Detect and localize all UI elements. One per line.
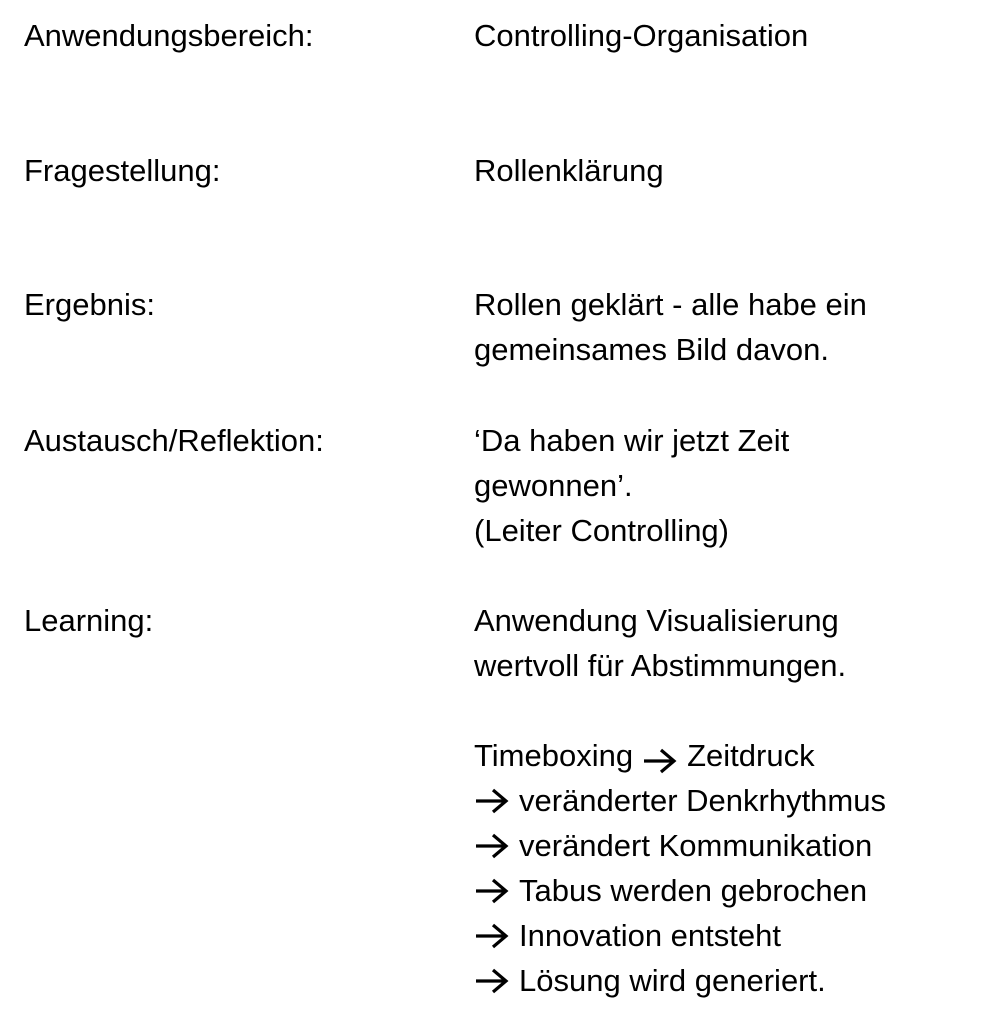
learning-spacer — [474, 688, 886, 733]
label-anwendungsbereich: Anwendungsbereich: — [24, 18, 314, 53]
learning-line: wertvoll für Abstimmungen. — [474, 648, 847, 683]
chain-item-text: Lösung wird generiert. — [519, 963, 826, 998]
value-fragestellung: Rollenklärung — [474, 153, 664, 188]
timeboxing-start: Timeboxing — [474, 738, 634, 773]
arrow-right-icon — [474, 967, 510, 995]
ergebnis-line: gemeinsames Bild davon. — [474, 332, 829, 367]
chain-item-text: Tabus werden gebrochen — [519, 873, 868, 908]
ergebnis-line: Rollen geklärt - alle habe ein — [474, 287, 867, 322]
timeboxing-end: Zeitdruck — [687, 738, 815, 773]
arrow-right-icon — [474, 877, 510, 905]
chain-item — [474, 958, 886, 1003]
arrow-right-icon — [474, 922, 510, 950]
austausch-line: (Leiter Controlling) — [474, 513, 729, 548]
austausch-line: ‘Da haben wir jetzt Zeit — [474, 423, 790, 458]
chain-item — [474, 823, 886, 868]
chain-item-text: veränderter Denkrhythmus — [519, 783, 886, 818]
value-austausch — [474, 418, 789, 553]
arrow-right-icon — [474, 832, 510, 860]
label-ergebnis: Ergebnis: — [24, 287, 155, 322]
value-anwendungsbereich: Controlling-Organisation — [474, 18, 809, 53]
chain-item — [474, 868, 886, 913]
chain-item-text: Innovation entsteht — [519, 918, 781, 953]
label-austausch: Austausch/Reflektion: — [24, 423, 324, 458]
learning-line: Anwendung Visualisierung — [474, 603, 839, 638]
chain-item — [474, 913, 886, 958]
chain-item — [474, 778, 886, 823]
value-ergebnis — [474, 282, 867, 372]
value-learning — [474, 598, 886, 1003]
chain-item-text: verändert Kommunikation — [519, 828, 873, 863]
timeboxing-line — [474, 733, 886, 778]
label-fragestellung: Fragestellung: — [24, 153, 221, 188]
label-learning: Learning: — [24, 603, 154, 638]
arrow-right-icon — [474, 787, 510, 815]
arrow-right-icon — [642, 742, 678, 770]
austausch-line: gewonnen’. — [474, 468, 633, 503]
